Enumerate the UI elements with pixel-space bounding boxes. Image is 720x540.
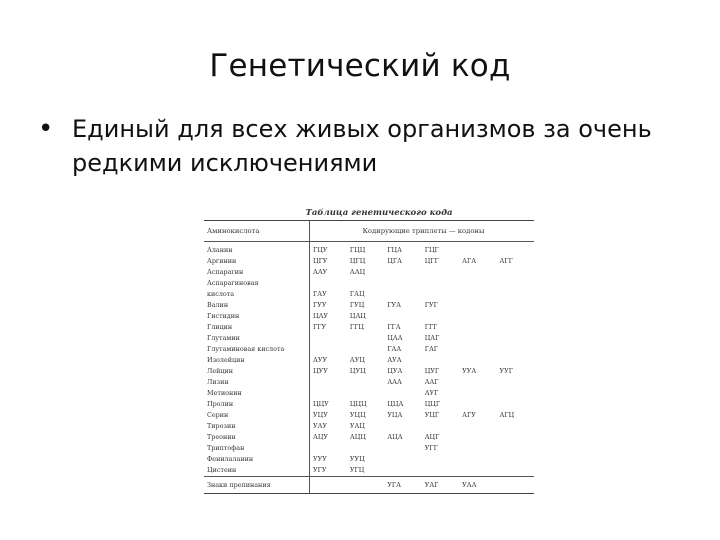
table-row <box>204 278 534 289</box>
codon-cell <box>310 477 347 494</box>
codon-cell <box>384 278 421 289</box>
amino-acid-cell: Триптофан <box>204 443 310 454</box>
codon-cell <box>347 333 384 344</box>
codon-cell <box>497 300 534 311</box>
codon-cell: ГАГ <box>424 345 439 353</box>
codon-cell: АГГ <box>499 257 513 265</box>
amino-acid-cell: Треонин <box>204 432 310 443</box>
codon-cell <box>384 454 421 465</box>
amino-acid-cell: кислота <box>204 289 310 300</box>
codon-cell <box>497 322 534 333</box>
table-row <box>204 311 534 322</box>
amino-acid-cell: Аланин <box>204 242 310 257</box>
codon-cell <box>310 377 347 388</box>
codon-cell: УЦГ <box>424 411 440 419</box>
codon-cell: ГЦГ <box>424 246 439 254</box>
table-row <box>204 289 534 300</box>
table-row <box>204 443 534 454</box>
codon-cell: ЦГА <box>387 257 402 265</box>
codon-cell <box>384 421 421 432</box>
codon-cell <box>384 311 421 322</box>
codon-cell: АУА <box>387 356 402 364</box>
codon-cell: ЦАЦ <box>349 312 366 320</box>
table-row <box>204 333 534 344</box>
amino-acid-cell: Гистидин <box>204 311 310 322</box>
table-row <box>204 388 534 399</box>
codon-cell: УГЦ <box>349 466 365 474</box>
codon-cell: ГГГ <box>424 323 438 331</box>
codon-cell <box>384 443 421 454</box>
codon-cell: УАГ <box>422 477 459 494</box>
table-row <box>204 322 534 333</box>
table-row <box>204 344 534 355</box>
codon-cell <box>459 242 496 257</box>
table-row <box>204 366 534 377</box>
codon-cell: УАУ <box>313 422 328 430</box>
codon-cell: УАА <box>459 477 496 494</box>
slide-title: Генетический код <box>209 48 511 84</box>
table-row <box>204 432 534 443</box>
codon-cell: УУА <box>462 367 477 375</box>
codon-cell <box>497 465 534 477</box>
codon-cell <box>422 454 459 465</box>
amino-acid-cell: Глутаминовая кислота <box>204 344 310 355</box>
codon-cell <box>459 278 496 289</box>
codon-cell <box>310 278 347 289</box>
codon-cell <box>459 432 496 443</box>
table-row <box>204 465 534 477</box>
codon-cell: АУУ <box>313 356 328 364</box>
amino-acid-cell: Аргинин <box>204 256 310 267</box>
codon-cell <box>459 421 496 432</box>
codon-cell <box>459 300 496 311</box>
amino-acid-cell: Пролин <box>204 399 310 410</box>
codon-cell: АГУ <box>462 411 476 419</box>
amino-acid-cell: Аспарагин <box>204 267 310 278</box>
codon-cell: ААЦ <box>349 268 366 276</box>
table-row <box>204 267 534 278</box>
codon-cell: ЦАГ <box>424 334 440 342</box>
codon-cell <box>347 477 384 494</box>
header-codons: Кодирующие триплеты — кодоны <box>310 221 535 242</box>
codon-cell: ГАЦ <box>349 290 365 298</box>
codon-cell <box>459 289 496 300</box>
header-amino-acid: Аминокислота <box>204 221 310 242</box>
codon-cell <box>497 333 534 344</box>
codon-cell <box>459 399 496 410</box>
codon-cell <box>497 443 534 454</box>
codon-cell <box>459 443 496 454</box>
amino-acid-cell: Метионин <box>204 388 310 399</box>
codon-cell: ЦЦГ <box>424 400 441 408</box>
codon-cell <box>459 388 496 399</box>
amino-acid-cell: Изолейцин <box>204 355 310 366</box>
codon-cell: ЦУА <box>387 367 403 375</box>
codon-cell: ГУГ <box>424 301 438 309</box>
codon-cell <box>422 267 459 278</box>
codon-cell <box>497 377 534 388</box>
codon-cell <box>310 344 347 355</box>
codon-cell: ГГУ <box>313 323 327 331</box>
codon-cell <box>459 344 496 355</box>
table-row <box>204 242 534 257</box>
codon-cell: ГЦА <box>387 246 402 254</box>
codon-cell: ГГЦ <box>349 323 364 331</box>
codon-cell <box>497 432 534 443</box>
table-header-row <box>204 221 534 242</box>
bullet-marker: • <box>38 114 54 144</box>
codon-cell: ГЦУ <box>313 246 328 254</box>
codon-cell <box>384 289 421 300</box>
codon-cell <box>310 443 347 454</box>
codon-cell: ЦЦА <box>387 400 404 408</box>
amino-acid-cell: Лизин <box>204 377 310 388</box>
codon-cell <box>497 399 534 410</box>
codon-cell: УУЦ <box>349 455 365 463</box>
codon-cell <box>384 267 421 278</box>
codon-cell <box>459 322 496 333</box>
codon-cell: ГГА <box>387 323 401 331</box>
codon-cell: УУГ <box>499 367 513 375</box>
codon-cell: УЦУ <box>313 411 328 419</box>
codon-cell <box>422 421 459 432</box>
codon-cell <box>497 477 534 494</box>
amino-acid-cell: Глутамин <box>204 333 310 344</box>
table-row <box>204 421 534 432</box>
amino-acid-cell: Глицин <box>204 322 310 333</box>
codon-cell: ЦЦУ <box>313 400 329 408</box>
codon-cell: УЦЦ <box>349 411 366 419</box>
codon-cell <box>347 388 384 399</box>
codon-cell <box>310 333 347 344</box>
amino-acid-cell: Лейцин <box>204 366 310 377</box>
codon-cell <box>459 465 496 477</box>
codon-cell <box>497 289 534 300</box>
codon-cell <box>497 344 534 355</box>
codon-cell: ГУЦ <box>349 301 365 309</box>
codon-cell: УГА <box>384 477 421 494</box>
codon-cell: ААА <box>387 378 402 386</box>
codon-cell <box>347 278 384 289</box>
codon-cell: ГУУ <box>313 301 327 309</box>
codon-cell: УГГ <box>424 444 438 452</box>
codon-cell: АЦГ <box>424 433 440 441</box>
codon-cell <box>497 311 534 322</box>
codon-cell <box>459 377 496 388</box>
codon-cell <box>459 267 496 278</box>
table-row <box>204 300 534 311</box>
codon-cell: АЦА <box>387 433 403 441</box>
amino-acid-cell: Цистеин <box>204 465 310 477</box>
codon-cell: ЦУЦ <box>349 367 366 375</box>
codon-cell <box>422 278 459 289</box>
codon-cell: ЦУГ <box>424 367 440 375</box>
codon-cell: ААГ <box>424 378 439 386</box>
table-row <box>204 256 534 267</box>
codon-cell <box>347 344 384 355</box>
codon-cell: АУГ <box>424 389 439 397</box>
codon-cell: ГЦЦ <box>349 246 366 254</box>
bullet-text: Единый для всех живых организмов за очень редкими исключениями <box>72 115 652 177</box>
codon-cell <box>459 311 496 322</box>
codon-cell: АЦУ <box>313 433 329 441</box>
codon-cell <box>497 278 534 289</box>
codon-cell <box>497 355 534 366</box>
codon-cell <box>422 465 459 477</box>
codon-cell: ЦГЦ <box>349 257 366 265</box>
codon-cell: ЦЦЦ <box>349 400 367 408</box>
codon-cell: АУЦ <box>349 356 365 364</box>
codon-cell: ГАА <box>387 345 402 353</box>
codon-cell <box>459 333 496 344</box>
codon-cell <box>422 355 459 366</box>
table-footer-row <box>204 477 534 494</box>
codon-cell <box>459 355 496 366</box>
table-row <box>204 355 534 366</box>
bullet-point <box>38 112 678 180</box>
codon-cell: УАЦ <box>349 422 365 430</box>
table-row <box>204 399 534 410</box>
codon-cell <box>497 454 534 465</box>
codon-cell <box>497 388 534 399</box>
genetic-code-table <box>204 220 534 494</box>
footer-label: Знаки препинания <box>204 477 310 494</box>
table-row <box>204 410 534 421</box>
codon-cell: ЦАУ <box>313 312 329 320</box>
codon-cell <box>347 377 384 388</box>
codon-cell <box>459 454 496 465</box>
codon-cell: ГУА <box>387 301 402 309</box>
amino-acid-cell: Фенилаланин <box>204 454 310 465</box>
codon-cell: АГЦ <box>499 411 515 419</box>
codon-cell: АЦЦ <box>349 433 366 441</box>
genetic-code-table-figure <box>204 206 534 512</box>
amino-acid-cell: Валин <box>204 300 310 311</box>
codon-cell <box>384 388 421 399</box>
codon-cell: ЦАА <box>387 334 403 342</box>
codon-cell <box>497 242 534 257</box>
codon-cell: ААУ <box>313 268 328 276</box>
table-caption: Таблица генетического кода <box>305 208 453 218</box>
codon-cell <box>310 388 347 399</box>
amino-acid-cell: Серин <box>204 410 310 421</box>
table-row <box>204 454 534 465</box>
amino-acid-cell: Аспарагиновая <box>204 278 310 289</box>
codon-cell <box>497 421 534 432</box>
codon-cell <box>347 443 384 454</box>
codon-cell: УУУ <box>313 455 327 463</box>
codon-cell: ЦГГ <box>424 257 439 265</box>
codon-cell: ГАУ <box>313 290 327 298</box>
codon-cell: УГУ <box>313 466 327 474</box>
table-body <box>204 242 534 477</box>
codon-cell: АГА <box>462 257 477 265</box>
codon-cell: ЦУУ <box>313 367 328 375</box>
codon-cell <box>422 311 459 322</box>
codon-cell <box>384 465 421 477</box>
amino-acid-cell: Тирозин <box>204 421 310 432</box>
codon-cell: ЦГУ <box>313 257 328 265</box>
codon-cell <box>422 289 459 300</box>
codon-cell <box>497 267 534 278</box>
codon-cell: УЦА <box>387 411 403 419</box>
table-row <box>204 377 534 388</box>
